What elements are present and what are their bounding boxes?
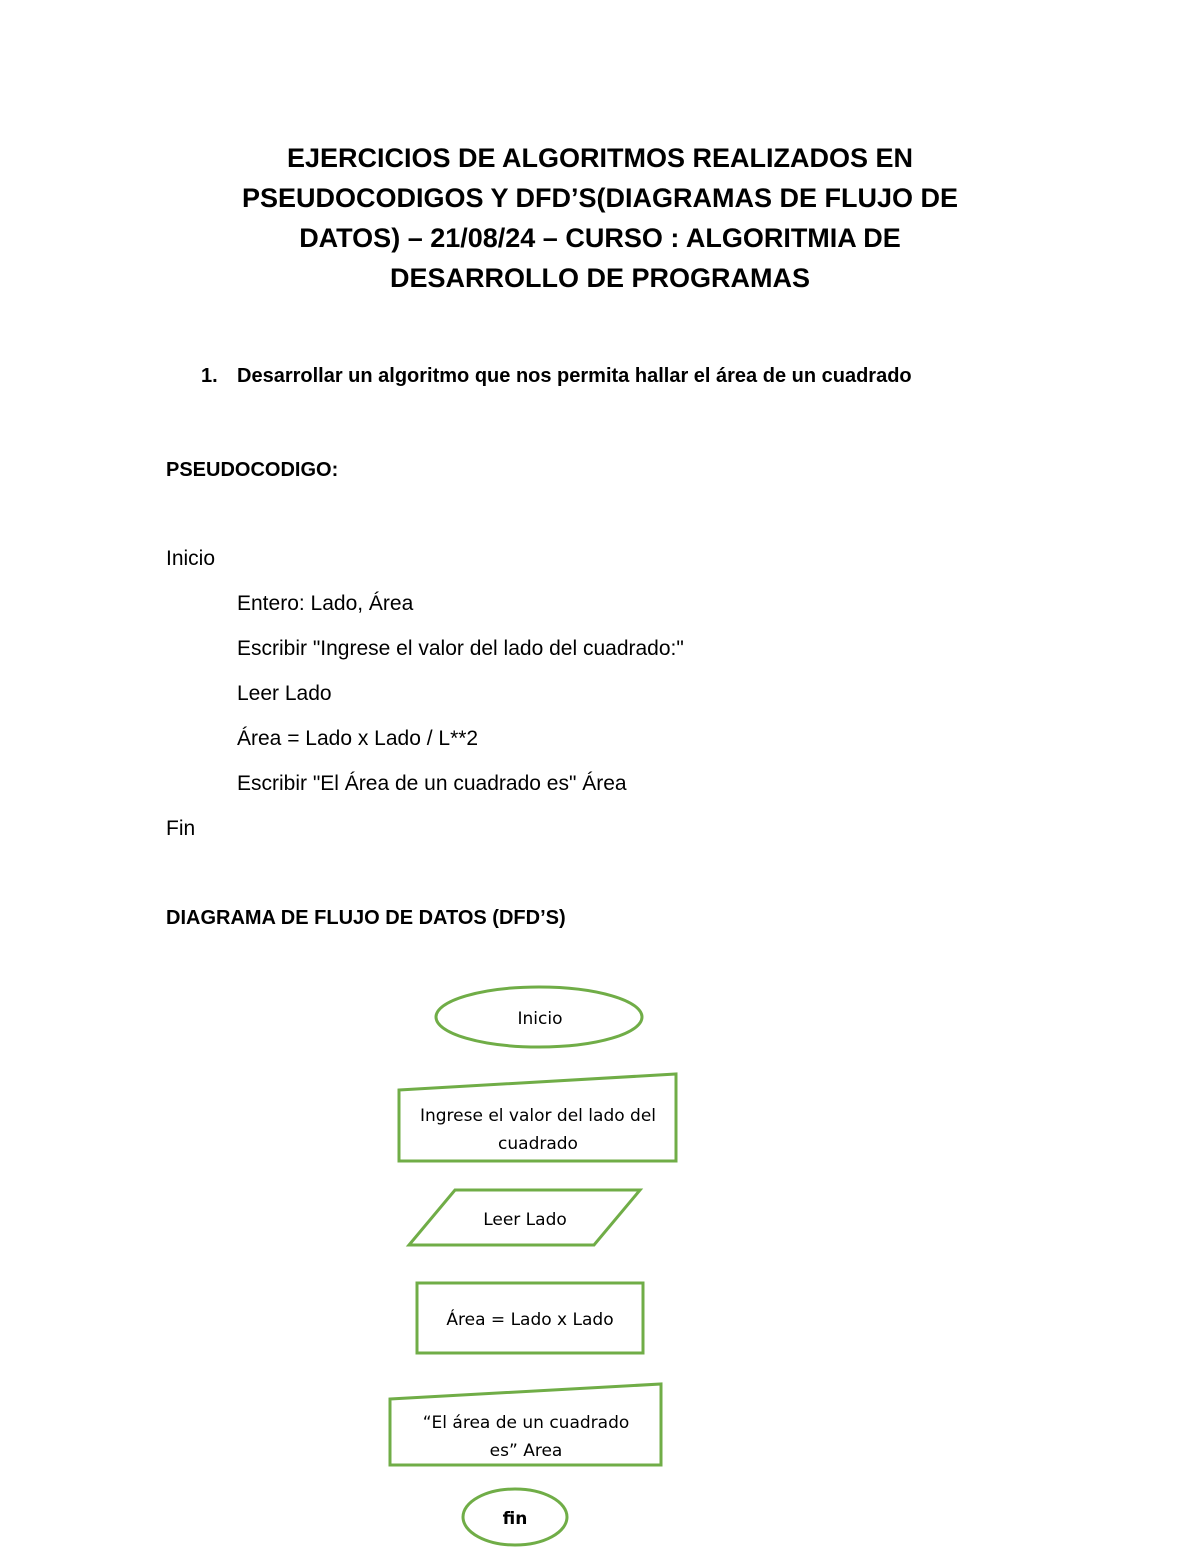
flow-process-label: Área = Lado x Lado [446, 1310, 614, 1330]
pseudocode-line-1: Entero: Lado, Área [237, 592, 414, 615]
exercise-number: 1. [201, 365, 218, 387]
flow-output-line-2: es” Area [489, 1441, 563, 1461]
title-line-3: DATOS) – 21/08/24 – CURSO : ALGORITMIA DE [299, 223, 901, 253]
pseudocode-start: Inicio [166, 547, 216, 570]
pseudocode-heading: PSEUDOCODIGO: [166, 459, 339, 481]
title-line-1: EJERCICIOS DE ALGORITMOS REALIZADOS EN [286, 143, 914, 173]
pseudocode-line-5: Escribir "El Área de un cuadrado es" Área [237, 772, 627, 795]
flow-start-label: Inicio [517, 1009, 563, 1029]
exercise-text: Desarrollar un algoritmo que nos permita hallar el área de un cuadrado [237, 365, 912, 387]
pseudocode-line-3: Leer Lado [237, 682, 332, 705]
title-line-4: DESARROLLO DE PROGRAMAS [389, 263, 811, 293]
pseudocode-line-2: Escribir "Ingrese el valor del lado del cuadrado:" [237, 637, 684, 660]
title-line-2: PSEUDOCODIGOS Y DFD’S(DIAGRAMAS DE FLUJO DE [241, 183, 959, 213]
flow-read-label: Leer Lado [483, 1210, 567, 1230]
dfd-heading: DIAGRAMA DE FLUJO DE DATOS (DFD’S) [166, 907, 566, 929]
pseudocode-end: Fin [166, 817, 196, 840]
pseudocode-line-4: Área = Lado x Lado / L**2 [237, 727, 479, 750]
flow-end-label: fin [502, 1509, 528, 1529]
flow-prompt-line-2: cuadrado [498, 1134, 578, 1154]
flow-output-line-1: “El área de un cuadrado [422, 1413, 630, 1433]
flow-prompt-line-1: Ingrese el valor del lado del [419, 1106, 657, 1126]
